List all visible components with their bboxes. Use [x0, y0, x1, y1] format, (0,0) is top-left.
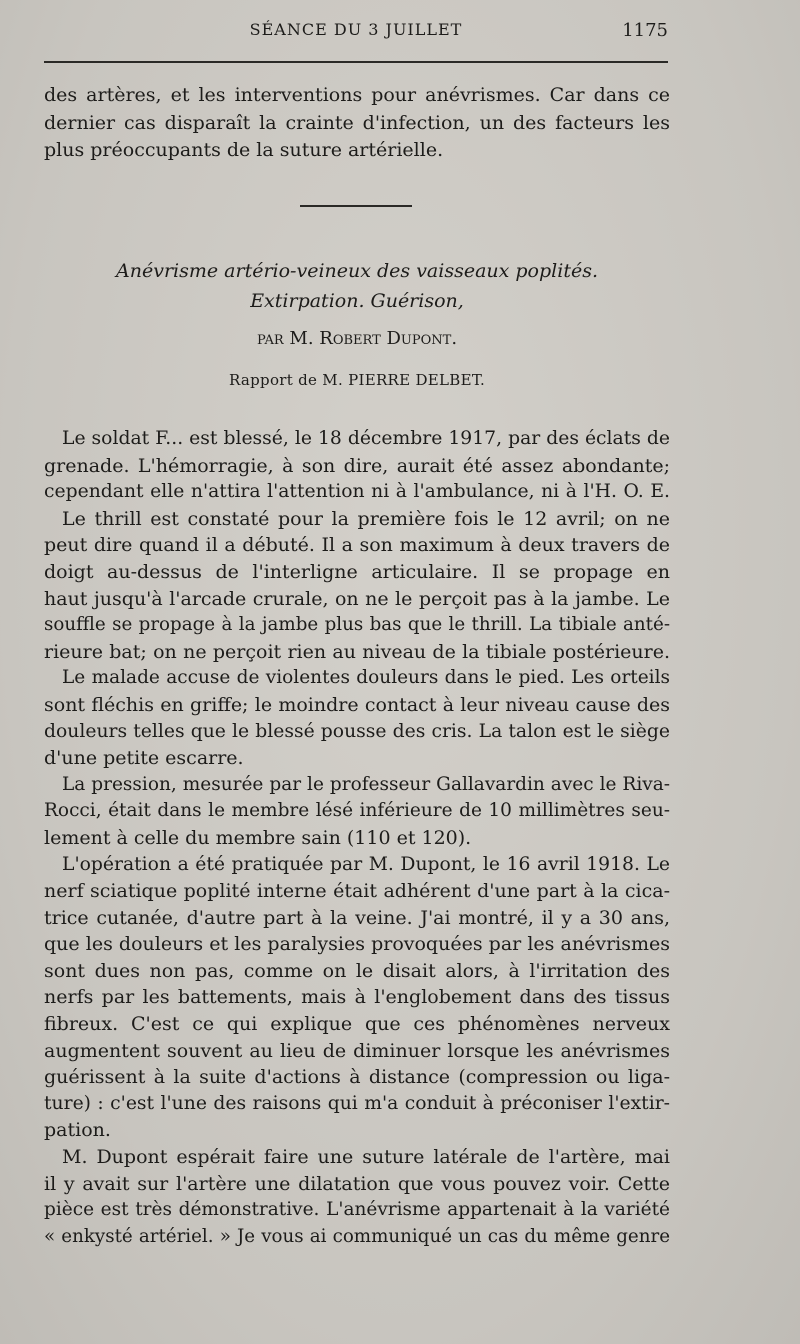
text-line: « enkysté artériel. » Je vous ai communiqué un cas du même genre: [44, 1225, 670, 1247]
text-line: pation.: [44, 1119, 111, 1142]
article-title-line-2: Extirpation. Guérison,: [250, 290, 464, 312]
text-line: lement à celle du membre sain (110 et 120).: [44, 826, 472, 849]
text-line: grenade. L'hémorragie, à son dire, aurait été assez abondante;: [44, 454, 670, 477]
text-line: M. Dupont espérait faire une suture latérale de l'artère, mai: [62, 1146, 670, 1169]
section-separator: [300, 205, 412, 207]
text-line: Le thrill est constaté pour la première fois le 12 avril; on ne: [62, 507, 670, 530]
text-line: pièce est très démonstrative. L'anévrisme appartenait à la variété: [44, 1199, 670, 1221]
text-line: des artères, et les interventions pour anévrismes. Car dans ce: [44, 84, 670, 106]
text-line: nerf sciatique poplité interne était adhérent d'une part à la cica-: [44, 880, 670, 903]
text-line: Le soldat F... est blessé, le 18 décembre 1917, par des éclats de: [62, 428, 670, 449]
text-line: douleurs telles que le blessé pousse des cris. La talon est le siège: [44, 720, 670, 742]
article-report: Rapport de M. PIERRE DELBET.: [228, 371, 486, 389]
text-line: Le malade accuse de violentes douleurs dans le pied. Les orteils: [62, 667, 670, 689]
article-byline: par M. Robert Dupont.: [256, 328, 458, 349]
text-line: L'opération a été pratiquée par M. Dupont, le 16 avril 1918. Le: [62, 853, 670, 875]
article-heading: [44, 256, 670, 392]
text-line: La pression, mesurée par le professeur Gallavardin avec le Riva-: [62, 773, 670, 795]
intro-paragraph: [44, 82, 670, 165]
text-line: que les douleurs et les paralysies provoquées par les anévrismes: [44, 933, 670, 956]
text-line: haut jusqu'à l'arcade crurale, on ne le perçoit pas à la jambe. Le: [44, 587, 670, 610]
text-line: augmentent souvent au lieu de diminuer lorsque les anévrismes: [44, 1039, 670, 1062]
text-line: Rocci, était dans le membre lésé inférieure de 10 millimètres seu-: [44, 800, 670, 822]
text-line: sont fléchis en griffe; le moindre contact à leur niveau cause des: [44, 693, 670, 716]
running-title: SÉANCE DU 3 JUILLET: [249, 20, 463, 39]
text-line: d'une petite escarre.: [44, 747, 244, 770]
text-line: trice cutanée, d'autre part à la veine. J'ai montré, il y a 30 ans,: [44, 906, 670, 929]
page-header: [44, 20, 668, 46]
header-rule: [44, 61, 668, 63]
text-line: dernier cas disparaît la crainte d'infection, un des facteurs les: [44, 111, 670, 134]
text-line: sont dues non pas, comme on le disait alors, à l'irritation des: [44, 959, 670, 982]
text-line: il y avait sur l'artère une dilatation que vous pouvez voir. Cette: [44, 1172, 670, 1195]
text-line: fibreux. C'est ce qui explique que ces phénomènes nerveux: [44, 1013, 670, 1036]
text-line: guérissent à la suite d'actions à distance (compression ou liga-: [44, 1066, 670, 1089]
page-number: 1175: [622, 20, 668, 41]
text-line: rieure bat; on ne perçoit rien au niveau de la tibiale postérieure.: [44, 640, 670, 663]
text-line: cependant elle n'attira l'attention ni à l'ambulance, ni à l'H. O. E.: [44, 481, 670, 503]
text-line: souffle se propage à la jambe plus bas que le thrill. La tibiale anté-: [44, 614, 670, 636]
article-title-line-1: Anévrisme artério-veineux des vaisseaux poplités.: [116, 260, 598, 282]
text-line: nerfs par les battements, mais à l'englobement dans des tissus: [44, 986, 670, 1009]
article-body: [44, 426, 670, 1250]
text-line: plus préoccupants de la suture artérielle.: [44, 139, 444, 161]
text-line: ture) : c'est l'une des raisons qui m'a conduit à préconiser l'extir-: [44, 1092, 670, 1114]
text-line: doigt au-dessus de l'interligne articulaire. Il se propage en: [44, 560, 670, 583]
text-line: peut dire quand il a débuté. Il a son maximum à deux travers de: [44, 534, 670, 557]
